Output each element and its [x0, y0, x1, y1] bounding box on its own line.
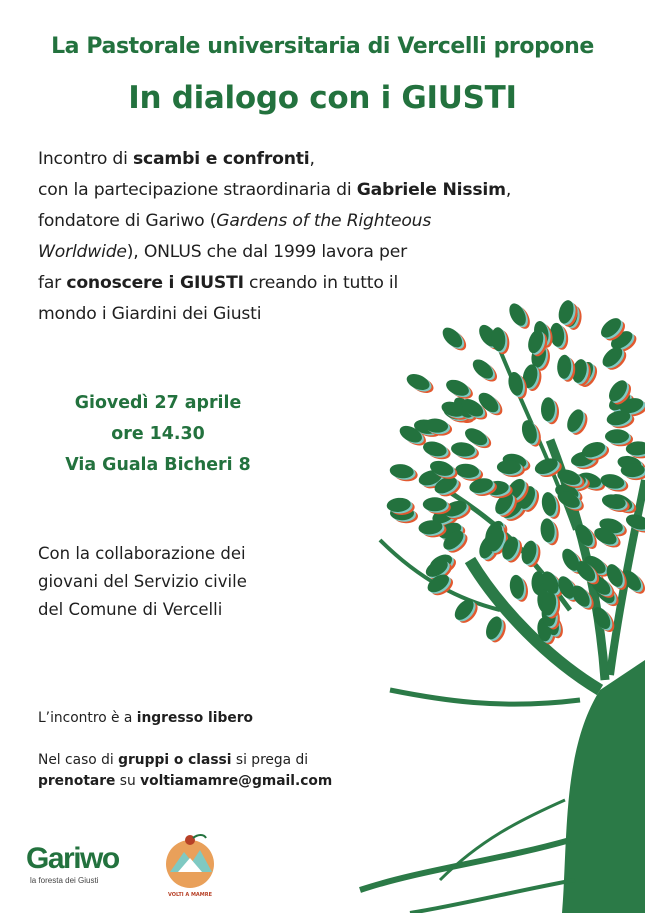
- highlight-giusti: conoscere i GIUSTI: [66, 273, 244, 293]
- volti-wordmark: VOLTI A MAMRE: [167, 892, 213, 898]
- intro-line-5: far conoscere i GIUSTI creando in tutto il: [38, 273, 399, 293]
- speaker-name: Gabriele Nissim: [356, 180, 506, 200]
- intro-line-2: con la partecipazione straordinaria di Gabriele Nissim,: [38, 180, 512, 200]
- event-time: ore 14.30: [111, 424, 205, 444]
- highlight-scambi: scambi e confronti: [132, 149, 310, 169]
- tree-illustration: [300, 280, 645, 913]
- gariwo-expansion: Gardens of the Righteous: [216, 211, 432, 231]
- organizer-heading: La Pastorale universitaria di Vercelli propone: [51, 34, 594, 59]
- intro-line-6: mondo i Giardini dei Giusti: [38, 304, 262, 324]
- event-details: [34, 388, 282, 481]
- intro-line-1: Incontro di scambi e confronti,: [38, 149, 315, 169]
- booking-note: Nel caso di gruppi o classi si prega di prenotare su voltiamamre@gmail.com: [38, 752, 333, 789]
- event-title: In dialogo con i GIUSTI: [128, 80, 517, 116]
- event-date: Giovedì 27 aprile: [74, 393, 242, 413]
- tree-leaves: [386, 298, 645, 645]
- volti-a-mamre-logo: [160, 832, 220, 902]
- event-place: Via Guala Bicheri 8: [65, 455, 251, 475]
- leaf: [423, 497, 447, 511]
- gariwo-wordmark: Gariwo: [26, 842, 119, 875]
- booking-email[interactable]: voltiamamre@gmail.com: [140, 773, 333, 789]
- intro-line-3: fondatore di Gariwo (Gardens of the Righteous: [38, 211, 432, 231]
- gariwo-logo: [26, 842, 136, 892]
- free-entry-note: L’incontro è a ingresso libero: [38, 710, 254, 726]
- intro-line-4: Worldwide), ONLUS che dal 1999 lavora per: [38, 242, 407, 262]
- collaboration-note: Con la collaborazione dei giovani del Servizio civile del Comune di Vercelli: [38, 544, 247, 619]
- gariwo-tagline: la foresta dei Giusti: [30, 876, 99, 885]
- volti-emblem-icon: [160, 832, 220, 890]
